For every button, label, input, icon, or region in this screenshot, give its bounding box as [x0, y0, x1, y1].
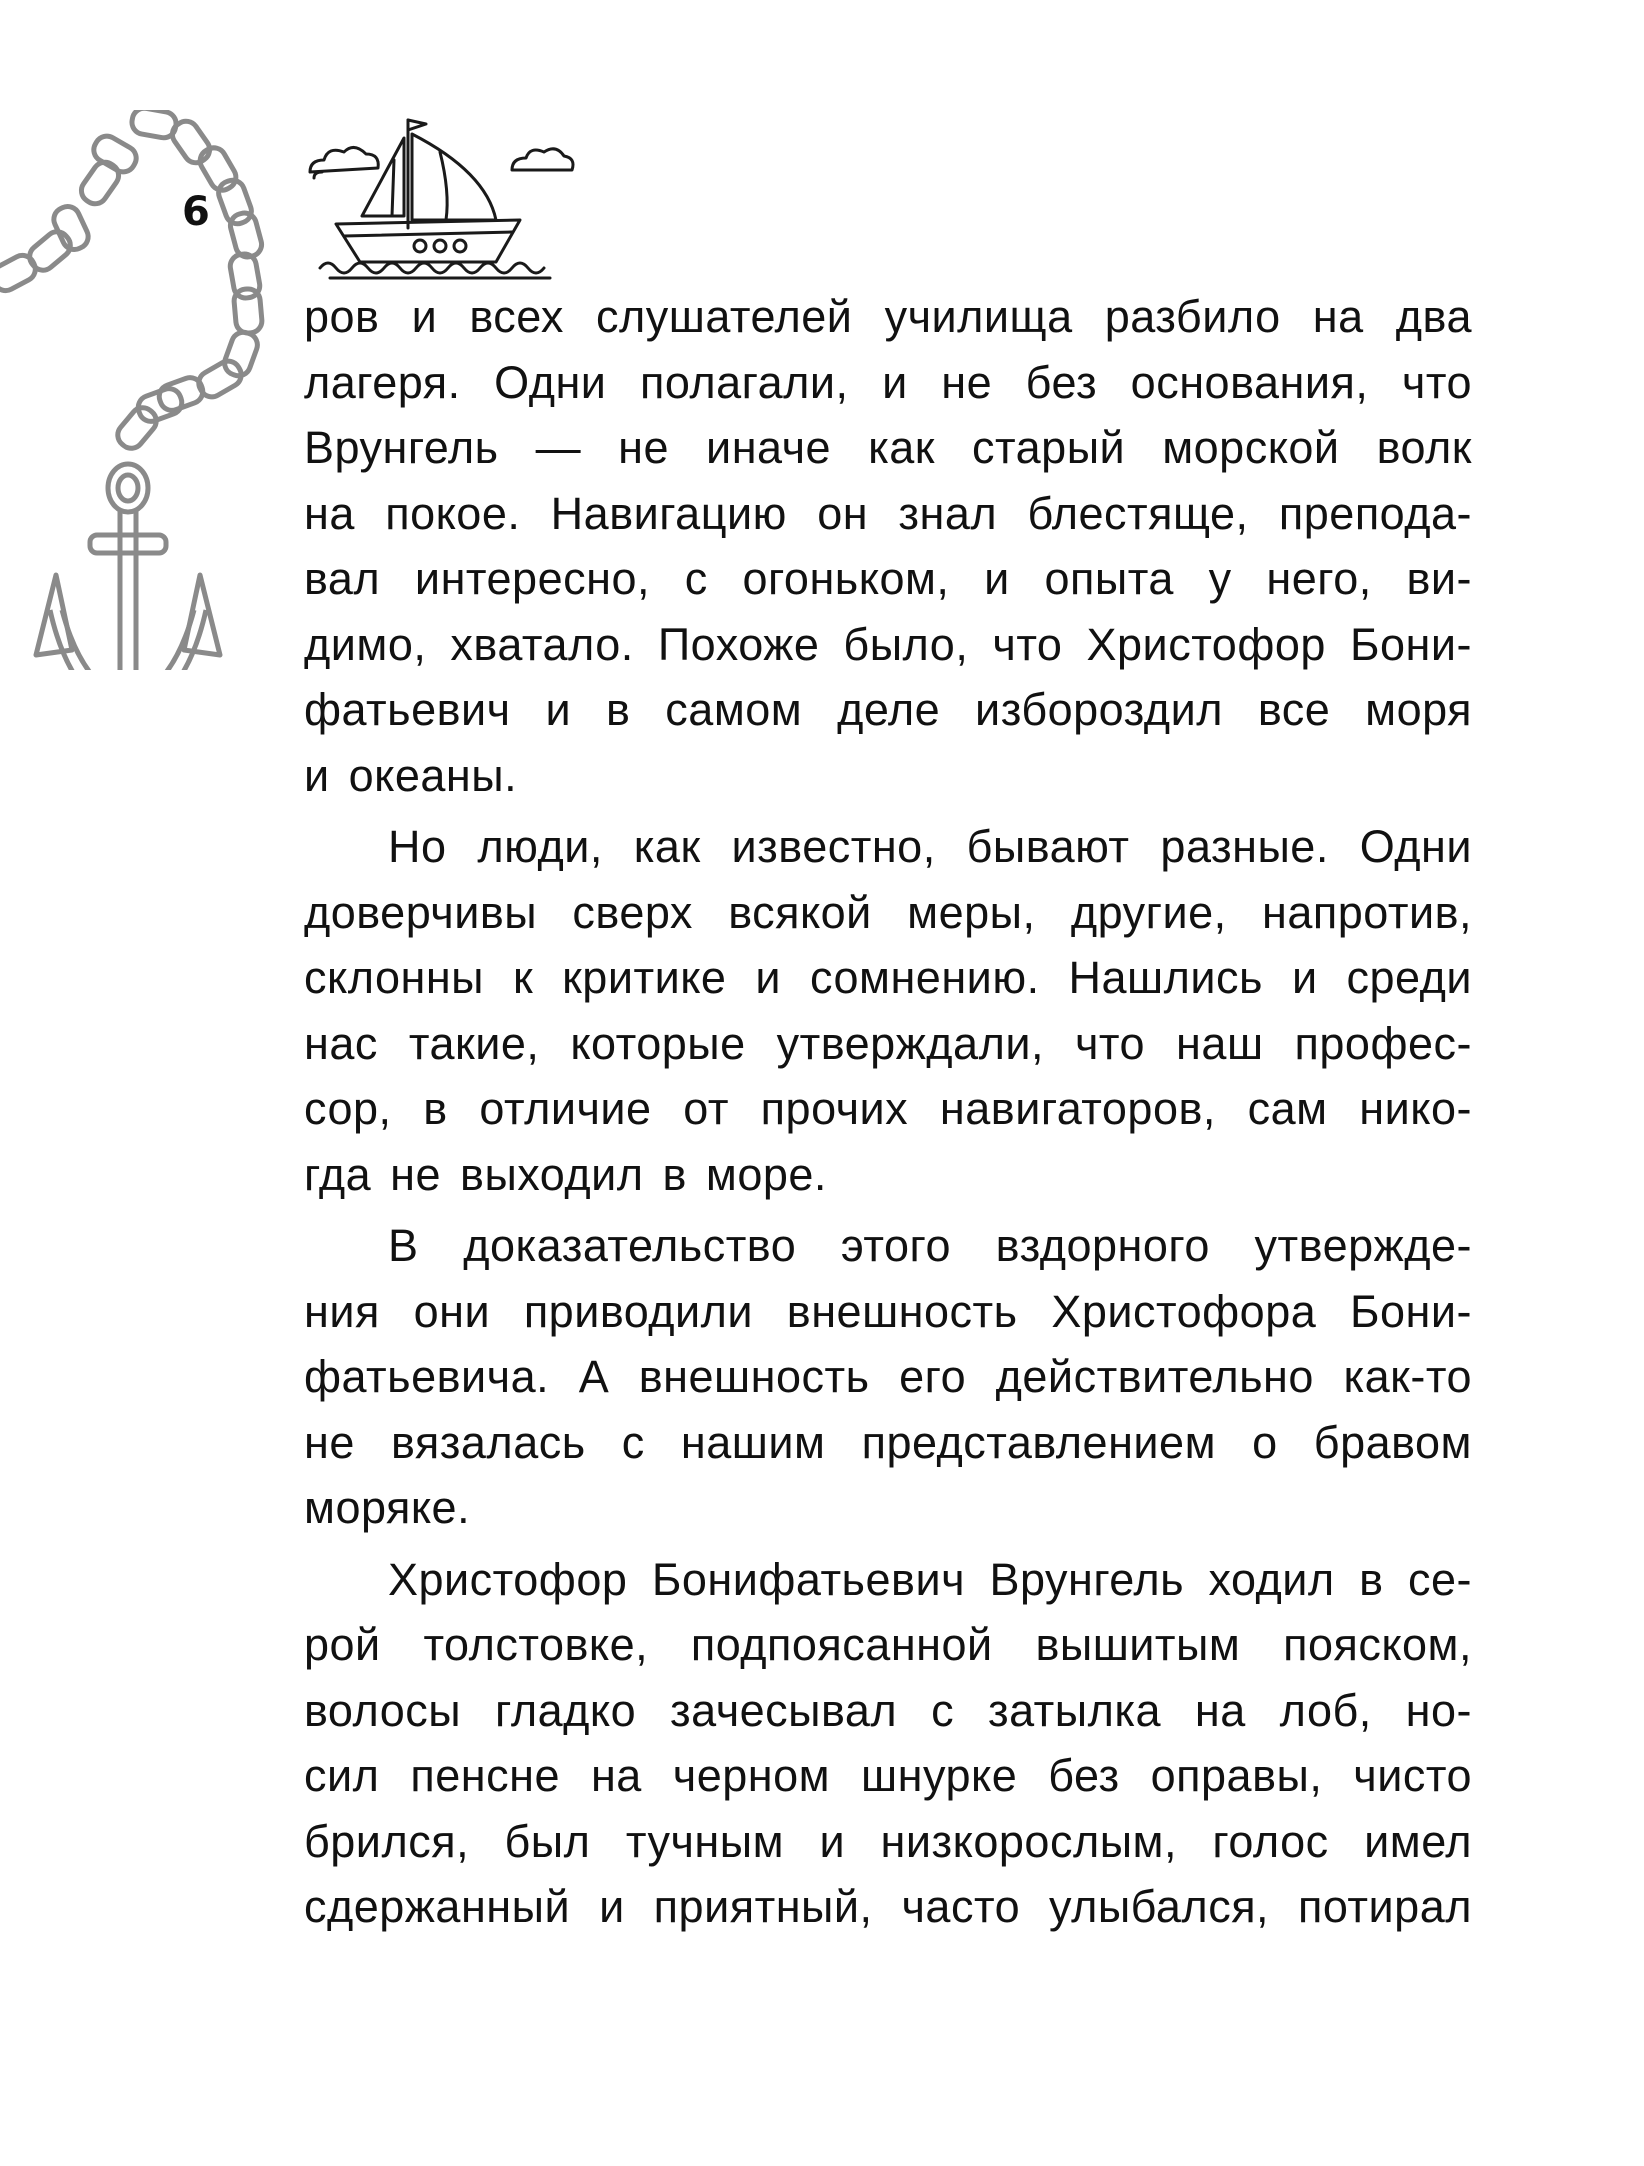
text-line: Христофор Бонифатьевич Врунгель ходил в се-: [388, 1553, 1472, 1605]
text-line: нас такие, которые утверждали, что наш профес-: [304, 1017, 1472, 1069]
text-line: димо, хватало. Похоже было, что Христофор Бони-: [304, 618, 1472, 670]
text-line: Врунгель — не иначе как старый морской волк: [304, 422, 1472, 473]
sailboat-icon: [300, 112, 580, 282]
paragraph-1: [304, 284, 1472, 808]
paragraph-3: [304, 1213, 1472, 1541]
text-line: брился, был тучным и низкорослым, голос имел: [304, 1815, 1472, 1867]
text-line: моряке.: [304, 1482, 471, 1533]
paragraph-4: [304, 1547, 1472, 1940]
text-line: вал интересно, с огоньком, и опыта у него, ви-: [304, 553, 1472, 604]
page-number: 6: [182, 189, 210, 235]
text-line: сор, в отличие от прочих навигаторов, сам нико-: [304, 1083, 1472, 1134]
paragraph-2: [304, 814, 1472, 1207]
text-line: Но люди, как известно, бывают разные. Одни: [388, 821, 1472, 872]
text-line: рой толстовке, подпоясанной вышитым пояском,: [304, 1619, 1472, 1670]
text-line: сил пенсне на черном шнурке без оправы, чисто: [304, 1750, 1472, 1801]
text-line: склонны к критике и сомнению. Нашлись и среди: [304, 952, 1472, 1003]
text-line: гда не выходил в море.: [304, 1148, 827, 1200]
text-line: В доказательство этого вздорного утвержде-: [388, 1220, 1472, 1271]
chain-anchor-icon: [0, 110, 300, 670]
text-line: не вязалась с нашим представлением о бравом: [304, 1416, 1472, 1468]
text-line: фатьевича. А внешность его действительно как-то: [304, 1351, 1472, 1402]
text-line: ния они приводили внешность Христофора Бони-: [304, 1285, 1472, 1337]
text-line: фатьевич и в самом деле избороздил все моря: [304, 684, 1472, 735]
text-line: на покое. Навигацию он знал блестяще, препода-: [304, 487, 1472, 539]
body-text: [304, 284, 1472, 1940]
text-line: и океаны.: [304, 749, 518, 801]
text-line: доверчивы сверх всякой меры, другие, напротив,: [304, 886, 1472, 938]
text-line: ров и всех слушателей училища разбило на два: [304, 291, 1472, 342]
text-line: лагеря. Одни полагали, и не без основания, что: [304, 356, 1472, 408]
text-line: волосы гладко зачесывал с затылка на лоб, но-: [304, 1684, 1472, 1736]
text-line: сдержанный и приятный, часто улыбался, потирал: [304, 1881, 1472, 1932]
